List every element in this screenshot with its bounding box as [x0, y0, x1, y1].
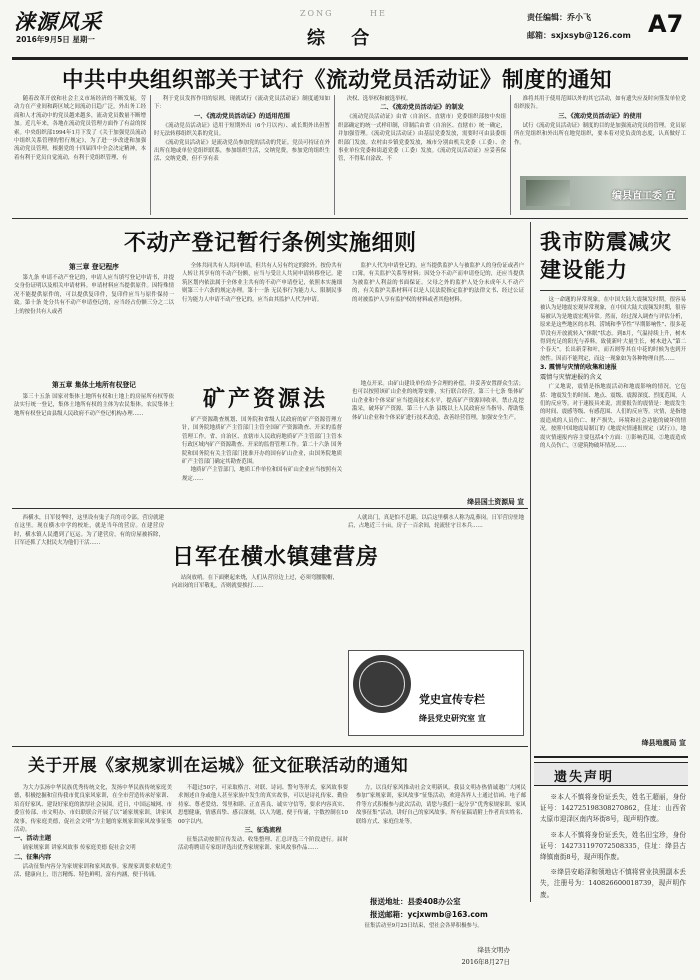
a7-title-bar — [534, 762, 688, 786]
a6-col3 — [356, 784, 526, 892]
flag-icon — [526, 180, 570, 206]
a2-chapter3: 第三章 登记程序 — [69, 263, 119, 271]
a6-headline: 关于开展《家规家训在运城》征文征联活动的通知 — [28, 755, 409, 775]
section-title: 综 合 — [307, 28, 380, 49]
a1-s2: 二、《流动党员活动证》的制发 — [380, 104, 464, 112]
a4-headline: 矿产资源法 — [203, 387, 329, 412]
email-line: 邮箱：sxjxsyb@126.com — [527, 31, 631, 40]
a3-s3b: 震情与灾情速报的含义 — [540, 374, 602, 382]
a2-c3: 监护人代为申请登记的，应当提供监护人与被监护人的身份证或者户口簿，有关监护关系等材料；因处分不动产而申请登记的，还应当提供为被监护人利益的书面保证。父母之外的监护人处分未成年人不动产的，有关监护关系材料可以是人民法院指定监护的法律文书、经过公证的对被监护人享有监护权的材料或者其他材料。 — [352, 263, 524, 303]
a1-c2b: 《流动党员活动证》适用于短期外出（6个月以内）、或长期外出但暂时无法转移组织关系的党员。 — [154, 122, 330, 138]
a6-c1b: 诵家规家训 讲家风故事 传家庭美德 促社会文明 — [22, 845, 136, 852]
a1-col3 — [338, 95, 506, 215]
a6-c3: 力，以良好家风推动社会文明新风。我县文明办热情诚邀广大网民参加“家规家训，家风故事”征集活动，欢迎各界人士通过信函、电子邮件等方式积极参与此次活动，请您与我们一起分享“优秀家规家训、家风故事征集”活动，讲好自己的家风故事。所有征稿请附上作者真实姓名、联络方式、家庭住址等。 — [356, 785, 526, 825]
a2-headline: 不动产登记暂行条例实施细则 — [124, 231, 417, 256]
a3-headline: 我市防震减灾建设能力 — [540, 230, 672, 282]
a5-c2: 站岗放哨。在下面聚起来烧，人们从营房边上过，必须弯腰脱帽，向站岗的日军敬礼，否则就要挨打…… — [172, 575, 338, 590]
paper-title: 涞源风采 — [14, 9, 102, 34]
a2-c4: 第三十五条 国家对集体土地所有权和土地上的房屋所有权等依法实行统一登记，集体土地所有权的主体为农民集体。农民集体土地所有权登记由县级人民政府不动产登记机构办理…… — [14, 394, 174, 417]
section-rule — [12, 746, 528, 747]
a6-c2: 不超过50字，可采取格言、对联、诗词、警句等形式。家风故事要求阐述自身或他人甚至家族中发生的真实故事，可以是诗礼传家、勤俭持家、尊老爱幼、邻里和睦、正直善良、诚实守信等，要求内容真实、思想健康，情感真挚、感召深刻，以人为题，便于传诵，字数控制在1000字以内。 — [178, 785, 348, 825]
a6-s2: 二、征集内容 — [14, 853, 52, 861]
a6-col2 — [178, 784, 348, 976]
a5-c1: 西横水，日军侵华时，这里设有鬼子兵的司令部。营房就建在这里。现在横水中学的校址，就是当年的营房。在建营房时，横水镇人民遭到了厄运。为了建营房，有的房屋被拆除，日军还抓了大批民夫为他们干活…… — [14, 515, 164, 547]
a3-s3: 3. 震情与灾情的收集和速报 — [540, 364, 617, 372]
editor-line: 责任编辑：乔小飞 — [527, 13, 591, 22]
a6-col1 — [14, 784, 172, 976]
a3-c1: 这一命题的异常现象，在中国大陆大震频发时期，很容易被认为是地震宏观异常现象，在中国大陆大震频发时期，很容易被认为是地震宏观异常。然而，经过深入调查与评估分析，原来是这些地区的水利、涝域和季节性“早期影响性”、很多花草没有开放就转入“休眠”状态。到8月，气温持续上升，树木得到充足的阳光与养料，致使新叶大量生长，树木进入“第二个春天”。长出新芽和叶，而否则等其在中花的时候为也到开放性。因而不能判定，而这一现象如为各种物理自然…… — [540, 297, 686, 362]
a3-col — [540, 296, 686, 732]
a4-signature: 绛县国土资源局 宣 — [467, 498, 524, 506]
a4-c1: 矿产资源勘查规划、国务院和省级人民政府的矿产资源管理方针，国务院地质矿产主管部门主管全国矿产资源勘查、开采的监督管理工作。省、自治区、直辖市人民政府地质矿产主管部门主管本行政区域内矿产资源勘查、开采的监督管理工作。第二十六条 国务院和国务院有关主管部门批准开办的国有矿山企业，由国务院地质矿产主管部门确定其勘查范围。 — [182, 417, 342, 466]
section-rule — [12, 508, 528, 509]
a2-col4 — [14, 393, 174, 503]
issue-date: 2016年9月5日 星期一 — [16, 35, 95, 44]
a6-contact-address: 报送地址：县委408办公室 — [370, 897, 461, 906]
a5-col1 — [14, 514, 164, 742]
a1-banner — [520, 176, 686, 210]
a1-s3: 三、《流动党员活动证》的使用 — [558, 112, 642, 120]
a6-c1: 为大力弘扬中华民族优秀传统文化，发扬中华民族传统家庭美德，积极挖掘和宣传我市优良家风家训，在全市营造传承好家训、培育好家风、建设好家庭的浓厚社会氛围。近日，中国运城网、市委宣传部、市文明办、市妇联联合开展了以“诵家规家训，讲家风故事，传家庭美德，促社会文明”为主题的家规家训家风故事征集活动。 — [14, 785, 172, 834]
a6-c1c: 活动征集内容分为家规家训和家风故事。家规家训要求贴近生活、健康向上，语言精炼、特色鲜明，富有内涵，便于传诵。 — [14, 863, 172, 879]
a5-ad-box — [348, 650, 524, 736]
a1-s1: 一、《流动党员活动证》的适用范围 — [194, 112, 290, 120]
page-number: A7 — [648, 10, 684, 38]
a6-s3: 三、征选流程 — [244, 827, 282, 835]
a1-c2c: 《流动党员活动证》是流动党员参加党的活动的凭证。党员可持证在外出所在地或单位党组织联系，参加组织生活，交纳党费，参加党的组织生活、交纳党费，但不享有表 — [154, 139, 330, 163]
a2-col2 — [182, 262, 342, 362]
a5-headline: 日军在横水镇建营房 — [172, 545, 380, 570]
a1-c3: 决权、选举权和被选举权。 — [346, 96, 412, 102]
a5-col2 — [172, 574, 338, 742]
section-rule — [534, 756, 688, 758]
a5-ad-title: 党史宣传专栏 — [419, 693, 485, 706]
he-label: HE — [370, 9, 387, 18]
a1-c1: 随着改革开放和社会主义市场经济的不断发展，劳动力在产业间和跨区域之间流动日趋广泛，外出务工经商和人才流动中的党员越来越多，流动党员数量不断增加。近几年来，各地在流动党员管理方面作了有益的探索。中央组织部1994年1月下发了《关于加强党员流动中组织关系管理的暂行规定》，为了进一步改进和加强流动党员管理，根据党的十四届四中全会决定精神，本着有利于党员自觉流动，有利于党组织管理，有 — [14, 96, 146, 161]
a6-sig-org: 绛县文明办 — [477, 946, 510, 954]
divider — [510, 95, 511, 215]
a4-col1 — [182, 416, 342, 506]
divider — [334, 95, 335, 215]
a5-col3 — [348, 514, 524, 644]
a1-headline: 中共中央组织部关于试行《流动党员活动证》制度的通知 — [62, 68, 613, 93]
section-rule — [12, 218, 688, 219]
a1-c4: 准将其用于使用范围以外的其它活动，如有遗失应及时向签发单位党组织报告。 — [514, 96, 686, 111]
a6-sig-date: 2016年8月27日 — [461, 958, 510, 966]
a2-chapter5: 第五章 集体土地所有权登记 — [52, 381, 136, 389]
a6-s1: 一、活动主题 — [14, 835, 52, 843]
notice-item: ※绛县安峪泽和领地店不慎将营业执照副本丢失，注册号为：140826600018739，现声明作废。 — [540, 868, 686, 899]
a1-col1 — [14, 95, 146, 215]
a2-c1: 第九条 申请不动产登记的，申请人应当填写登记申请书，并提交身份证明以及相关申请材料。申请材料应当提供原件。因特殊情况不能提供原件的，可以提供复印件，复印件应当与原件保持一致。第十条 处分共有不动产申请登记的，应当经占份额三分之二以上的按份共有人或者 — [14, 275, 174, 315]
party-emblem-icon — [353, 655, 411, 713]
a1-banner-text: 编县直工委 宣 — [612, 191, 676, 202]
a1-col2 — [154, 95, 330, 215]
a3-title-rule — [540, 290, 686, 291]
a7-list — [540, 792, 686, 976]
a3-c2: 广义地说，震情是指地震活动和地震影响的情况。它包括：地震发生的时间、地点、震级、震源深度、烈度范围，人们的反应等。对于速报具来说，需要报告的震情是：地震发生的时间、震感等级、有感范围、人们的反应等。灾情，是指地震造成的人员伤亡、财产损失、环境和社会功能的破坏的情况。按照中国地震局制订的《地震灾情速报规定（试行）》，地震灾情速报内容主要包括4个方面：①影响范围，②地震造成的人员伤亡，③建筑物破坏情况…… — [540, 384, 686, 450]
a4-c3: 地点开采。由矿山建设单位给予合理的补偿，并妥善安置群众生活；也可以按照该矿山企业的统筹安排，实行联合经营。第三十七条 集体矿山企业和个体采矿应当提高技术水平，提高矿产资源回收率。禁止乱挖滥采，破坏矿产资源。第三十八条 县级以上人民政府应当指导、帮助集体矿山企业和个体采矿进行技术改造，改善经营管理，加强安全生产。 — [352, 381, 524, 421]
a1-c3b: 《流动党员活动证》由省（自治区、直辖市）党委组织部按中央组织部确定的统一式样印制，印制后由省（自治区、直辖市）统一确定，并加强管理。《流动党员活动证》由基层党委发放，需要时可由县委组织部门发放。农村由乡镇党委发放，城市分别由机关党委（工委）、企事业单位党委和街道党委（工委）发放。《流动党员活动证》应妥善保管，不得私自涂改、不 — [338, 114, 506, 163]
zong-label: ZONG — [300, 9, 334, 18]
a6-col3b — [356, 922, 526, 942]
a5-c3: 人就出门，真是怕不忍睹。以后这里横水人称为乱葬岗。日军营房驻地后，占地近三十亩，房子一百余间，轮流驻守日本兵…… — [348, 515, 524, 530]
a6-c3b: 征集活动至9月25日结束，望社会各界积极参与。 — [364, 923, 483, 929]
divider — [530, 222, 531, 902]
a1-c2: 利于党员发挥作用的原则，现就试行《流动党员活动证》制度通知如下： — [154, 96, 330, 111]
a4-col2 — [352, 380, 524, 492]
notice-item: ※本人不慎将身份证丢失，姓名田宝珍，身份证号：142731197072508335，住址：绛县古绛镇南街8号，现声明作废。 — [540, 830, 686, 862]
a4-c2: 地质矿产主管部门，地质工作单位和国有矿山企业应当按照有关规定…… — [182, 467, 342, 482]
notice-item: ※本人不慎将身份证丢失，姓名王超丽，身份证号：142725198308270862，住址：山西省太原市迎泽区南内环街8号，现声明作废。 — [540, 793, 686, 824]
a7-headline: 遗失声明 — [554, 770, 615, 785]
a5-ad-sub: 绛县党史研究室 宣 — [419, 714, 486, 723]
a2-c2: 全体共同共有人共同申请，但共有人另有约定的除外。按份共有人转让其享有的不动产份额，应当与受让人共同申请转移登记。建筑区划内依法属于全体业主共有的不动产申请登记，依照本实施细则第三十六条的规定办理。第十一条 无民事行为能力人、限制民事行为能力人申请不动产登记的，应当由其监护人代为申请。 — [182, 263, 342, 303]
a2-col3 — [352, 262, 524, 362]
a1-col4 — [514, 95, 686, 173]
divider — [150, 95, 151, 215]
a1-c4b: 试行《流动党员活动证》制度的目的是加强流动党员的管理。党员原所在党组织和外出所在地党组织，要本着对党负责的态度，认真做好工作。 — [514, 122, 686, 146]
a2-col1 — [14, 274, 174, 364]
masthead-rule — [12, 57, 688, 60]
a3-signature: 绛县地震局 宣 — [641, 739, 686, 747]
a6-c2b: 征集活动按照宣传发动、收集整理、汇总评选三个阶段进行。届时活动将聘请专家组评选出优秀家规家训、家风故事作品…… — [178, 837, 348, 852]
a6-contact-email: 报送邮箱：ycjxwmb@163.com — [370, 910, 488, 919]
masthead — [0, 0, 700, 58]
